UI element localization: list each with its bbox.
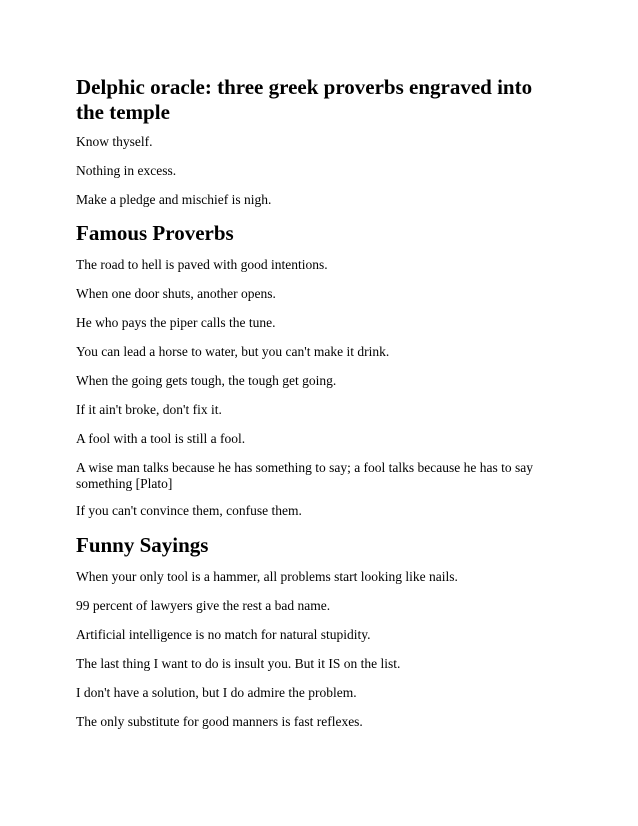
section-heading-delphic-oracle: Delphic oracle: three greek proverbs engraved into the temple bbox=[76, 75, 533, 124]
saying-line: Artificial intelligence is no match for natural stupidity. bbox=[76, 627, 371, 642]
saying-line: I don't have a solution, but I do admire the problem. bbox=[76, 685, 357, 700]
saying-line: The only substitute for good manners is fast reflexes. bbox=[76, 714, 363, 729]
proverb-line: When the going gets tough, the tough get going. bbox=[76, 373, 337, 388]
proverb-line: Know thyself. bbox=[76, 134, 153, 149]
proverb-line: He who pays the piper calls the tune. bbox=[76, 315, 276, 330]
proverb-line: Nothing in excess. bbox=[76, 163, 177, 178]
saying-line: When your only tool is a hammer, all problems start looking like nails. bbox=[76, 569, 458, 584]
proverb-line: If you can't convince them, confuse them. bbox=[76, 503, 302, 518]
proverb-line: If it ain't broke, don't fix it. bbox=[76, 402, 222, 417]
saying-line: 99 percent of lawyers give the rest a bad name. bbox=[76, 598, 331, 613]
section-heading-funny-sayings: Funny Sayings bbox=[76, 533, 209, 557]
proverb-line: When one door shuts, another opens. bbox=[76, 286, 276, 301]
proverb-line: You can lead a horse to water, but you can't make it drink. bbox=[76, 344, 390, 359]
proverb-line: A fool with a tool is still a fool. bbox=[76, 431, 246, 446]
section-heading-famous-proverbs: Famous Proverbs bbox=[76, 221, 234, 245]
proverb-line: Make a pledge and mischief is nigh. bbox=[76, 192, 272, 207]
proverb-line: The road to hell is paved with good intentions. bbox=[76, 257, 328, 272]
proverb-line: A wise man talks because he has something to say; a fool talks because he has to say something [Plato] bbox=[76, 460, 534, 491]
saying-line: The last thing I want to do is insult you. But it IS on the list. bbox=[76, 656, 401, 671]
